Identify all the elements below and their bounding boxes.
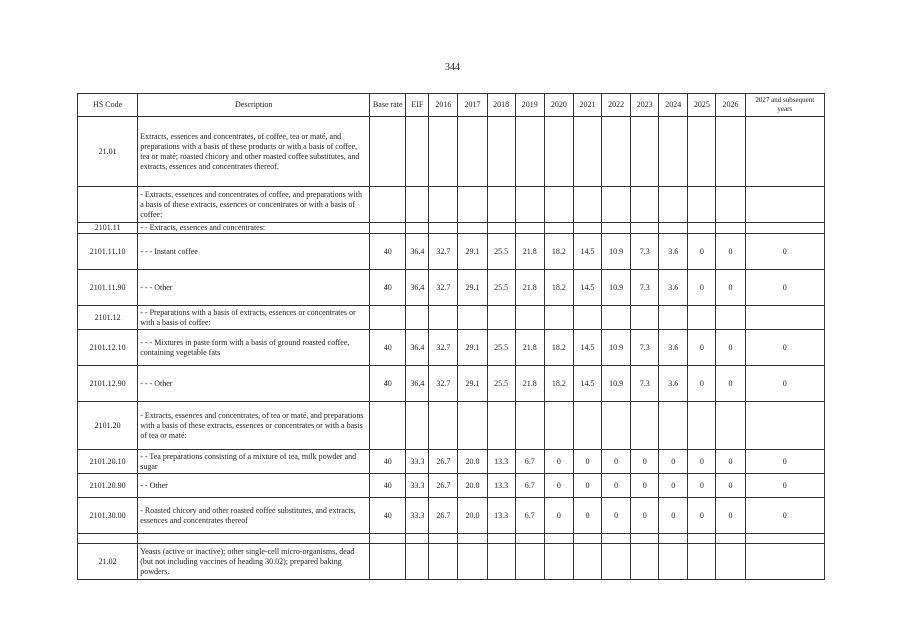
- rate-cell: [716, 223, 745, 234]
- rate-cell: [573, 117, 601, 187]
- rate-cell: 14.5: [573, 270, 601, 306]
- rate-cell: [573, 534, 601, 544]
- rate-cell: [716, 534, 745, 544]
- rate-cell: 18.2: [544, 270, 573, 306]
- table-row: [78, 402, 825, 450]
- rate-cell: 0: [544, 450, 573, 474]
- rate-cell: 0: [573, 474, 601, 498]
- rate-cell: [429, 223, 458, 234]
- rate-cell: 0: [659, 450, 688, 474]
- rate-cell: [429, 306, 458, 330]
- rate-cell: [487, 402, 515, 450]
- rate-cell: [688, 187, 716, 223]
- table-row: [78, 474, 825, 498]
- rate-cell: 25.5: [487, 330, 515, 366]
- rate-cell: [429, 117, 458, 187]
- table-row: [78, 223, 825, 234]
- description-cell: - - - Other: [138, 270, 370, 306]
- rate-cell: 25.5: [487, 234, 515, 270]
- rate-cell: [370, 117, 406, 187]
- rate-cell: [659, 117, 688, 187]
- rate-cell: 0: [544, 498, 573, 534]
- tariff-schedule-table: [77, 93, 825, 580]
- rate-cell: [631, 223, 659, 234]
- rate-cell: 29.1: [458, 234, 487, 270]
- rate-cell: 7.3: [631, 366, 659, 402]
- rate-cell: 36.4: [406, 330, 429, 366]
- column-header: 2026: [716, 94, 745, 117]
- rate-cell: [602, 544, 631, 580]
- table-body: [78, 117, 825, 580]
- rate-cell: [573, 544, 601, 580]
- column-header: 2027 and subsequent years: [745, 94, 824, 117]
- rate-cell: 0: [745, 474, 824, 498]
- rate-cell: 0: [573, 498, 601, 534]
- hs-code-cell: 2101.12: [78, 306, 138, 330]
- column-header: 2019: [515, 94, 544, 117]
- rate-cell: [515, 544, 544, 580]
- rate-cell: [659, 534, 688, 544]
- rate-cell: [515, 534, 544, 544]
- rate-cell: 21.8: [515, 366, 544, 402]
- rate-cell: 3.6: [659, 366, 688, 402]
- rate-cell: 0: [688, 450, 716, 474]
- rate-cell: 0: [716, 450, 745, 474]
- rate-cell: [716, 544, 745, 580]
- rate-cell: [429, 544, 458, 580]
- rate-cell: 0: [688, 330, 716, 366]
- rate-cell: 7.3: [631, 330, 659, 366]
- hs-code-cell: 2101.20.90: [78, 474, 138, 498]
- rate-cell: 0: [602, 498, 631, 534]
- rate-cell: [745, 544, 824, 580]
- rate-cell: 0: [716, 366, 745, 402]
- rate-cell: 26.7: [429, 498, 458, 534]
- rate-cell: 0: [602, 474, 631, 498]
- rate-cell: 40: [370, 270, 406, 306]
- column-header: 2017: [458, 94, 487, 117]
- rate-cell: 0: [688, 234, 716, 270]
- rate-cell: 21.8: [515, 270, 544, 306]
- description-cell: - Roasted chicory and other roasted coffee substitutes, and extracts, essences and concentrates thereof: [138, 498, 370, 534]
- rate-cell: [487, 187, 515, 223]
- hs-code-cell: 2101.12.10: [78, 330, 138, 366]
- rate-cell: 0: [659, 498, 688, 534]
- rate-cell: [406, 223, 429, 234]
- rate-cell: [406, 544, 429, 580]
- rate-cell: [745, 223, 824, 234]
- rate-cell: [716, 402, 745, 450]
- rate-cell: [544, 187, 573, 223]
- rate-cell: 36.4: [406, 234, 429, 270]
- rate-cell: 33.3: [406, 498, 429, 534]
- hs-code-cell: 2101.11.90: [78, 270, 138, 306]
- rate-cell: [429, 187, 458, 223]
- rate-cell: [406, 117, 429, 187]
- table-row: [78, 187, 825, 223]
- rate-cell: 0: [716, 498, 745, 534]
- rate-cell: 32.7: [429, 330, 458, 366]
- rate-cell: 10.9: [602, 234, 631, 270]
- rate-cell: [515, 402, 544, 450]
- rate-cell: [515, 223, 544, 234]
- column-header: EIF: [406, 94, 429, 117]
- rate-cell: [745, 306, 824, 330]
- rate-cell: 0: [745, 498, 824, 534]
- rate-cell: 0: [631, 498, 659, 534]
- rate-cell: 25.5: [487, 366, 515, 402]
- hs-code-cell: [78, 534, 138, 544]
- rate-cell: [716, 117, 745, 187]
- rate-cell: [745, 534, 824, 544]
- column-header: 2020: [544, 94, 573, 117]
- rate-cell: 0: [716, 270, 745, 306]
- rate-cell: [515, 187, 544, 223]
- table-row: [78, 366, 825, 402]
- description-cell: - - - Other: [138, 366, 370, 402]
- rate-cell: 32.7: [429, 234, 458, 270]
- hs-code-cell: 2101.20: [78, 402, 138, 450]
- rate-cell: 10.9: [602, 330, 631, 366]
- page-number: 344: [445, 62, 460, 73]
- rate-cell: 0: [745, 270, 824, 306]
- rate-cell: 3.6: [659, 330, 688, 366]
- rate-cell: [370, 402, 406, 450]
- rate-cell: [602, 117, 631, 187]
- rate-cell: 26.7: [429, 474, 458, 498]
- rate-cell: 14.5: [573, 366, 601, 402]
- rate-cell: 0: [688, 474, 716, 498]
- table-row: [78, 306, 825, 330]
- rate-cell: 36.4: [406, 270, 429, 306]
- column-header: 2021: [573, 94, 601, 117]
- rate-cell: 25.5: [487, 270, 515, 306]
- description-cell: Extracts, essences and concentrates, of coffee, tea or maté, and preparations with a basis of these products or with a basis of coffee, tea or maté; roasted chicory and other roasted coffee substitutes, and extracts, essences and concentrates thereof.: [138, 117, 370, 187]
- rate-cell: 32.7: [429, 270, 458, 306]
- rate-cell: [429, 402, 458, 450]
- rate-cell: [370, 223, 406, 234]
- rate-cell: [573, 402, 601, 450]
- rate-cell: [659, 544, 688, 580]
- table-row: [78, 450, 825, 474]
- rate-cell: [573, 223, 601, 234]
- hs-code-cell: 2101.11.10: [78, 234, 138, 270]
- rate-cell: [458, 117, 487, 187]
- rate-cell: 13.3: [487, 498, 515, 534]
- rate-cell: [406, 534, 429, 544]
- rate-cell: [370, 544, 406, 580]
- rate-cell: [745, 402, 824, 450]
- column-header: HS Code: [78, 94, 138, 117]
- rate-cell: [406, 306, 429, 330]
- rate-cell: [370, 306, 406, 330]
- table-row: [78, 270, 825, 306]
- rate-cell: 26.7: [429, 450, 458, 474]
- rate-cell: [487, 534, 515, 544]
- column-header: 2016: [429, 94, 458, 117]
- rate-cell: 40: [370, 366, 406, 402]
- table-row: [78, 117, 825, 187]
- rate-cell: [631, 544, 659, 580]
- rate-cell: [515, 117, 544, 187]
- rate-cell: 13.3: [487, 450, 515, 474]
- hs-code-cell: [78, 187, 138, 223]
- rate-cell: [631, 402, 659, 450]
- rate-cell: [458, 544, 487, 580]
- rate-cell: 0: [716, 234, 745, 270]
- rate-cell: [544, 534, 573, 544]
- rate-cell: 18.2: [544, 330, 573, 366]
- rate-cell: 0: [659, 474, 688, 498]
- rate-cell: [745, 117, 824, 187]
- rate-cell: [429, 534, 458, 544]
- rate-cell: 20.0: [458, 474, 487, 498]
- rate-cell: 6.7: [515, 498, 544, 534]
- rate-cell: [544, 544, 573, 580]
- rate-cell: [487, 306, 515, 330]
- rate-cell: [659, 187, 688, 223]
- rate-cell: 3.6: [659, 234, 688, 270]
- rate-cell: 40: [370, 234, 406, 270]
- rate-cell: 21.8: [515, 234, 544, 270]
- rate-cell: 10.9: [602, 270, 631, 306]
- column-header: 2024: [659, 94, 688, 117]
- rate-cell: 40: [370, 450, 406, 474]
- rate-cell: 33.3: [406, 474, 429, 498]
- rate-cell: [716, 306, 745, 330]
- rate-cell: 0: [602, 450, 631, 474]
- description-cell: - - Preparations with a basis of extracts, essences or concentrates or with a basis of coffee:: [138, 306, 370, 330]
- hs-code-cell: 2101.11: [78, 223, 138, 234]
- column-header: Description: [138, 94, 370, 117]
- rate-cell: [370, 187, 406, 223]
- rate-cell: [631, 306, 659, 330]
- rate-cell: 0: [573, 450, 601, 474]
- rate-cell: 3.6: [659, 270, 688, 306]
- table-row: [78, 534, 825, 544]
- rate-cell: [544, 223, 573, 234]
- rate-cell: 18.2: [544, 234, 573, 270]
- rate-cell: 40: [370, 330, 406, 366]
- rate-cell: 14.5: [573, 330, 601, 366]
- rate-cell: [602, 187, 631, 223]
- rate-cell: 0: [745, 234, 824, 270]
- hs-code-cell: 21.02: [78, 544, 138, 580]
- rate-cell: [602, 534, 631, 544]
- description-cell: - - Other: [138, 474, 370, 498]
- rate-cell: 0: [688, 498, 716, 534]
- description-cell: [138, 534, 370, 544]
- rate-cell: [573, 187, 601, 223]
- rate-cell: [688, 306, 716, 330]
- rate-cell: 6.7: [515, 450, 544, 474]
- rate-cell: [688, 117, 716, 187]
- rate-cell: 14.5: [573, 234, 601, 270]
- rate-cell: 0: [716, 330, 745, 366]
- rate-cell: 40: [370, 498, 406, 534]
- rate-cell: [458, 223, 487, 234]
- rate-cell: [631, 187, 659, 223]
- description-cell: - - Tea preparations consisting of a mixture of tea, milk powder and sugar: [138, 450, 370, 474]
- rate-cell: 0: [745, 366, 824, 402]
- description-cell: - - - Instant coffee: [138, 234, 370, 270]
- rate-cell: 29.1: [458, 330, 487, 366]
- table-row: [78, 544, 825, 580]
- column-header: 2025: [688, 94, 716, 117]
- rate-cell: [659, 402, 688, 450]
- rate-cell: 0: [631, 474, 659, 498]
- rate-cell: [688, 534, 716, 544]
- rate-cell: 0: [544, 474, 573, 498]
- rate-cell: [659, 223, 688, 234]
- table-row: [78, 498, 825, 534]
- rate-cell: [544, 117, 573, 187]
- rate-cell: 32.7: [429, 366, 458, 402]
- column-header: 2023: [631, 94, 659, 117]
- rate-cell: [602, 402, 631, 450]
- rate-cell: 20.0: [458, 498, 487, 534]
- rate-cell: 18.2: [544, 366, 573, 402]
- rate-cell: 6.7: [515, 474, 544, 498]
- rate-cell: [688, 402, 716, 450]
- rate-cell: 10.9: [602, 366, 631, 402]
- header-row: [78, 94, 825, 117]
- rate-cell: [688, 223, 716, 234]
- rate-cell: 0: [631, 450, 659, 474]
- rate-cell: 7.3: [631, 270, 659, 306]
- rate-cell: [458, 187, 487, 223]
- rate-cell: 20.0: [458, 450, 487, 474]
- rate-cell: [688, 544, 716, 580]
- description-cell: - Extracts, essences and concentrates, of tea or maté, and preparations with a basis of these extracts, essences or concentrates or with a basis of tea or maté:: [138, 402, 370, 450]
- rate-cell: [602, 306, 631, 330]
- description-cell: - Extracts, essences and concentrates of coffee, and preparations with a basis of these extracts, essences or concentrates or with a basis of coffee:: [138, 187, 370, 223]
- hs-code-cell: 2101.20.10: [78, 450, 138, 474]
- rate-cell: [631, 534, 659, 544]
- rate-cell: 33.3: [406, 450, 429, 474]
- rate-cell: 40: [370, 474, 406, 498]
- table-row: [78, 234, 825, 270]
- rate-cell: 29.1: [458, 270, 487, 306]
- rate-cell: [487, 544, 515, 580]
- rate-cell: [631, 117, 659, 187]
- rate-cell: [458, 402, 487, 450]
- rate-cell: [370, 534, 406, 544]
- description-cell: Yeasts (active or inactive); other single-cell micro-organisms, dead (but not including vaccines of heading 30.02); prepared baking powders.: [138, 544, 370, 580]
- rate-cell: 0: [688, 366, 716, 402]
- rate-cell: 13.3: [487, 474, 515, 498]
- rate-cell: 0: [745, 330, 824, 366]
- rate-cell: [487, 223, 515, 234]
- rate-cell: [602, 223, 631, 234]
- column-header: 2018: [487, 94, 515, 117]
- rate-cell: [544, 402, 573, 450]
- rate-cell: [544, 306, 573, 330]
- column-header: 2022: [602, 94, 631, 117]
- rate-cell: 29.1: [458, 366, 487, 402]
- rate-cell: 21.8: [515, 330, 544, 366]
- rate-cell: [458, 306, 487, 330]
- rate-cell: 0: [688, 270, 716, 306]
- rate-cell: 36.4: [406, 366, 429, 402]
- rate-cell: [406, 402, 429, 450]
- rate-cell: [458, 534, 487, 544]
- hs-code-cell: 21.01: [78, 117, 138, 187]
- rate-cell: [487, 117, 515, 187]
- rate-cell: 0: [745, 450, 824, 474]
- rate-cell: [716, 187, 745, 223]
- rate-cell: 7.3: [631, 234, 659, 270]
- rate-cell: [745, 187, 824, 223]
- hs-code-cell: 2101.12.90: [78, 366, 138, 402]
- rate-cell: [573, 306, 601, 330]
- description-cell: - - - Mixtures in paste form with a basis of ground roasted coffee, containing vegetable fats: [138, 330, 370, 366]
- rate-cell: [515, 306, 544, 330]
- table-row: [78, 330, 825, 366]
- rate-cell: 0: [716, 474, 745, 498]
- column-header: Base rate: [370, 94, 406, 117]
- rate-cell: [659, 306, 688, 330]
- description-cell: - - Extracts, essences and concentrates:: [138, 223, 370, 234]
- hs-code-cell: 2101.30.00: [78, 498, 138, 534]
- rate-cell: [406, 187, 429, 223]
